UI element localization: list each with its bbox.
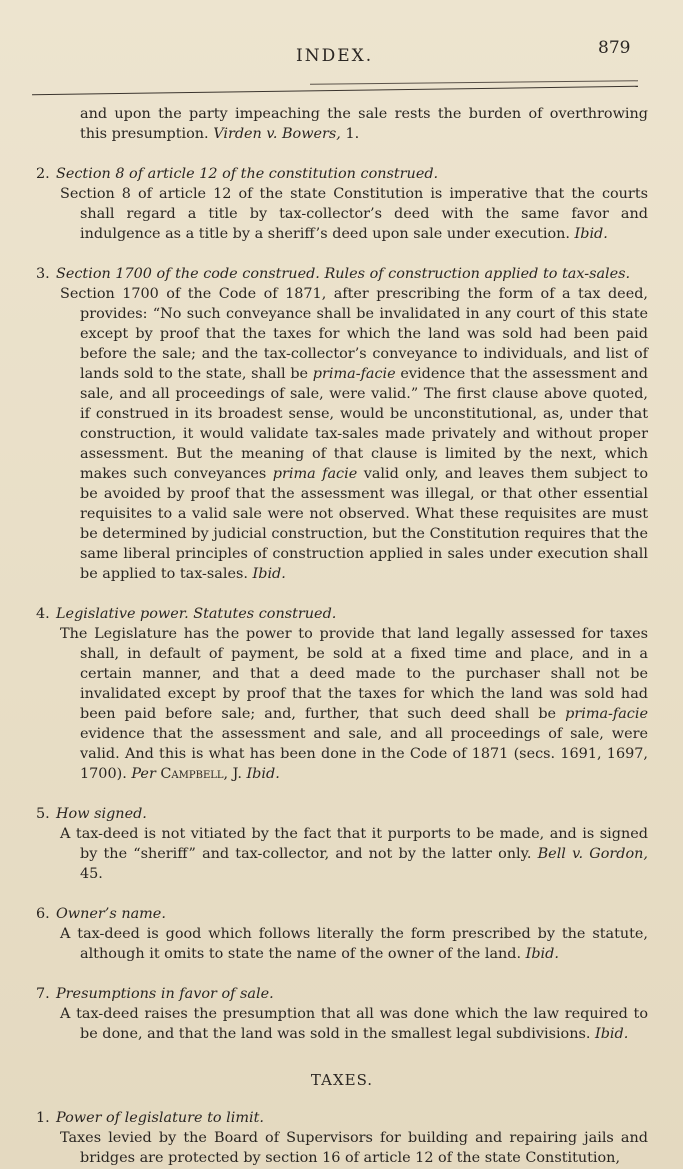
index-entry-4 bbox=[36, 604, 648, 784]
entry-heading-line bbox=[36, 1108, 648, 1128]
entry-heading-line bbox=[36, 264, 648, 284]
continuation-case: Virden v. Bowers, bbox=[213, 126, 341, 142]
entry-text-a: Section 1700 of the Code of 1871, after prescribing the form of a tax deed, provides: “No such conveyance shall be invalidated in any court of this state except by proof that the taxes for which the land was sold had been paid before the sale; and the tax-collector’s conveyance to individuals, and list of lands sold to the state, shall be bbox=[60, 286, 648, 382]
entry-heading-line bbox=[36, 984, 648, 1004]
entry-number: 4. bbox=[36, 606, 50, 622]
entry-ref: Ibid. bbox=[252, 566, 286, 582]
continuation-ref: 1. bbox=[345, 126, 360, 142]
index-entry-3 bbox=[36, 264, 648, 584]
entry-text-italic-b: prima facie bbox=[272, 466, 358, 482]
entry-heading: How signed. bbox=[56, 806, 147, 822]
entry-per: Per bbox=[131, 766, 156, 782]
entry-text-c: valid only, and leaves them subject to be avoided by proof that the assessment was illegal, or that other essential requisites to a valid sale were not observed. What these requisites are must be determined by judicial construction, but the Constitution requires that the same liberal principles of construction applied in sales under execution shall be applied to tax-sales. bbox=[80, 466, 648, 582]
index-entry-6 bbox=[36, 904, 648, 964]
entry-case: Bell v. Gordon, bbox=[537, 846, 649, 862]
entry-heading-line bbox=[36, 164, 648, 184]
entry-body bbox=[36, 924, 648, 964]
entry-heading: Presumptions in favor of sale. bbox=[56, 986, 274, 1002]
entry-number: 5. bbox=[36, 806, 50, 822]
entry-body bbox=[36, 184, 648, 244]
entry-text-italic-a: prima-facie bbox=[312, 366, 396, 382]
entry-number: 2. bbox=[36, 166, 50, 182]
entry-heading: Section 8 of article 12 of the constitution construed. bbox=[56, 166, 439, 182]
section-title-taxes: TAXES. bbox=[310, 1071, 374, 1089]
page-number: 879 bbox=[598, 38, 631, 58]
entry-heading: Owner’s name. bbox=[56, 906, 166, 922]
entry-heading-line bbox=[36, 804, 648, 824]
taxes-entry-1 bbox=[36, 1108, 648, 1168]
index-entry-2 bbox=[36, 164, 648, 244]
entry-ref: Ibid. bbox=[595, 1026, 629, 1042]
entry-text: A tax-deed raises the presumption that all was done which the law required to be done, and that the land was sold in the smallest legal subdivisions. bbox=[60, 1006, 648, 1042]
entry-body bbox=[36, 624, 648, 784]
entry-text-italic-a: prima-facie bbox=[565, 706, 648, 722]
entry-body bbox=[36, 284, 648, 584]
entry-number: 6. bbox=[36, 906, 50, 922]
continuation-paragraph bbox=[36, 104, 648, 144]
continuation-text: and upon the party impeaching the sale rests the burden of overthrowing this presumption. bbox=[80, 106, 648, 142]
header-title: INDEX. bbox=[296, 46, 374, 66]
entry-heading: Power of legislature to limit. bbox=[56, 1110, 264, 1126]
entry-heading-line bbox=[36, 604, 648, 624]
entry-text: Taxes levied by the Board of Supervisors for building and repairing jails and bridges are protected by section 16 of article 12 of the state Constitution, bbox=[60, 1130, 648, 1166]
index-entry-5 bbox=[36, 804, 648, 884]
entry-heading: Section 1700 of the code construed. Rules of construction applied to tax-sales. bbox=[56, 266, 631, 282]
entry-body bbox=[36, 824, 648, 884]
index-content bbox=[36, 104, 648, 1168]
header-rule-short bbox=[310, 80, 638, 84]
index-entry-7 bbox=[36, 984, 648, 1044]
entry-body bbox=[36, 1128, 648, 1168]
entry-text: A tax-deed is not vitiated by the fact that it purports to be made, and is signed by the “sheriff” and tax-collector, and not by the latter only. bbox=[60, 826, 648, 862]
entry-text: Section 8 of article 12 of the state Constitution is imperative that the courts shall regard a title by tax-collector’s deed with the same favor and indulgence as a title by a sheriff’s deed upon sale under execution. bbox=[60, 186, 648, 242]
entry-heading: Legislative power. Statutes construed. bbox=[56, 606, 337, 622]
entry-ref: Ibid. bbox=[246, 766, 280, 782]
entry-number: 7. bbox=[36, 986, 50, 1002]
header-rule bbox=[32, 86, 638, 95]
entry-text-b: evidence that the assessment and sale, and all proceedings of sale, were valid.” The first clause above quoted, if construed in its broadest sense, would be unconstitutional, as, under that construction, it would validate tax-sales made privately and without proper assessment. But the meaning of that clause is limited by the next, which makes such conveyances bbox=[80, 366, 649, 482]
entry-text-b: evidence that the assessment and sale, and all proceedings of sale, were valid. And this is what has been done in the Code of 1871 (secs. 1691, 1697, 1700). bbox=[80, 726, 648, 782]
entry-text-a: The Legislature has the power to provide that land legally assessed for taxes shall, in default of payment, be sold at a fixed time and place, and in a certain manner, and that a deed made to the purchaser shall not be invalidated except by proof that the taxes for which the land was sold had been paid before sale; and, further, that such deed shall be bbox=[60, 626, 648, 722]
entry-number: 1. bbox=[36, 1110, 50, 1126]
entry-text: A tax-deed is good which follows literally the form prescribed by the statute, although it omits to state the name of the owner of the land. bbox=[60, 926, 648, 962]
entry-heading-line bbox=[36, 904, 648, 924]
entry-ref: Ibid. bbox=[574, 226, 608, 242]
entry-body bbox=[36, 1004, 648, 1044]
running-header bbox=[0, 38, 683, 68]
entry-ref: Ibid. bbox=[525, 946, 559, 962]
entry-judge: Campbell, J. bbox=[160, 766, 242, 782]
entry-number: 3. bbox=[36, 266, 50, 282]
entry-ref: 45. bbox=[80, 866, 103, 882]
